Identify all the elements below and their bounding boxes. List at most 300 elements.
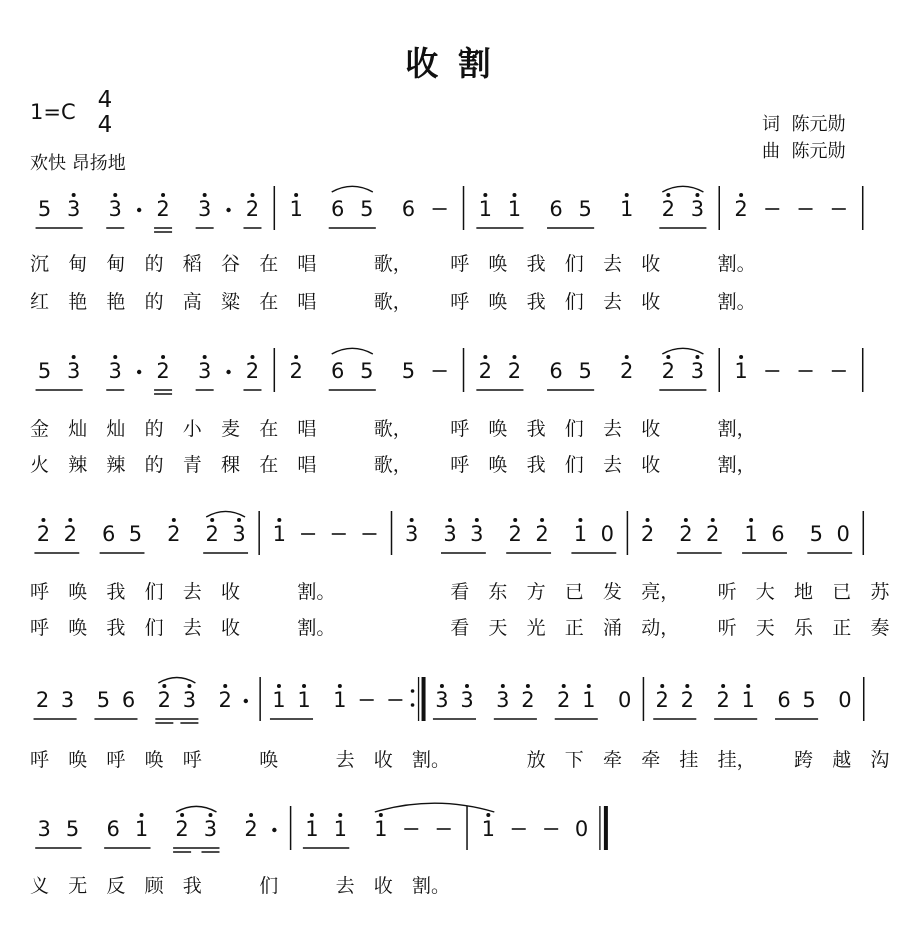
lyric-char: 反	[106, 875, 126, 897]
note-digit: 1	[734, 359, 748, 383]
note-digit: 3	[470, 522, 484, 546]
lyric-char: 沉	[30, 253, 50, 275]
lyric-char: 牵	[641, 749, 661, 771]
lyric-char: 苏	[870, 581, 890, 603]
song-title: 收 割	[405, 44, 495, 83]
lyric-char: 稞	[221, 454, 241, 476]
lyric-char: 的	[144, 454, 164, 476]
lyric-char: 灿	[68, 418, 88, 440]
note-digit: 5	[578, 197, 592, 221]
octave-dot	[294, 193, 298, 197]
note-digit: 5	[96, 688, 111, 712]
lyric-char: 唱	[297, 291, 317, 313]
note-digit: 1	[374, 817, 388, 841]
octave-dot	[237, 518, 241, 522]
octave-dot	[210, 518, 214, 522]
note-digit: 3	[232, 522, 246, 546]
repeat-dot	[411, 689, 415, 693]
lyric-char: 收	[373, 749, 393, 771]
lyric-char: 高	[182, 291, 202, 313]
octave-dot	[483, 355, 487, 359]
lyric-char: 我	[526, 253, 546, 275]
slur-arc	[662, 348, 703, 354]
note-digit: 0	[600, 522, 614, 546]
octave-dot	[448, 518, 452, 522]
lyric-char: 呼	[450, 418, 470, 440]
lyric-char: 割。	[412, 749, 451, 771]
lyric-char: 收	[641, 291, 661, 313]
augmentation-dot	[226, 208, 230, 212]
octave-dot	[310, 813, 314, 817]
slur-arc	[332, 186, 373, 192]
augmentation-dot	[226, 370, 230, 374]
octave-dot	[475, 518, 479, 522]
note-digit: 2	[640, 522, 655, 546]
lyric-char: 乐	[794, 617, 814, 639]
octave-dot	[302, 684, 306, 688]
note-digit: 1	[481, 817, 496, 841]
lyric-char: 的	[144, 253, 164, 275]
lyric-char: 我	[182, 875, 202, 897]
octave-dot	[685, 684, 689, 688]
octave-dot	[512, 193, 516, 197]
octave-dot	[187, 684, 191, 688]
octave-dot	[294, 355, 298, 359]
lyric-char: 辣	[106, 454, 126, 476]
lyric-char: 在	[259, 291, 279, 313]
lyric-char: 正	[564, 617, 584, 639]
lyric-char: 收	[641, 418, 661, 440]
lyric-char: 唱	[297, 454, 317, 476]
lyric-char: 歌，	[373, 253, 412, 275]
octave-dot	[625, 193, 629, 197]
lyric-char: 去	[335, 749, 355, 771]
lyric-char: 唤	[144, 749, 164, 771]
lyric-char: 天	[488, 617, 508, 639]
note-digit: 2	[478, 359, 493, 383]
lyric-char: 收	[641, 454, 661, 476]
octave-dot	[277, 518, 281, 522]
note-digit: 6	[549, 197, 563, 221]
lyric-char: 越	[832, 749, 852, 771]
lyric-char: 地	[794, 581, 814, 603]
lyric-char: 收	[373, 875, 393, 897]
octave-dot	[277, 684, 281, 688]
lyric-char: 割。	[297, 581, 336, 603]
lyric-char: 去	[335, 875, 355, 897]
octave-dot	[695, 193, 699, 197]
lyric-char: 的	[144, 418, 164, 440]
composer-credit: 曲 陈元勋	[762, 141, 846, 162]
octave-dot	[161, 193, 165, 197]
octave-dot	[113, 355, 117, 359]
lyric-char: 唤	[68, 581, 88, 603]
lyric-char: 的	[144, 291, 164, 313]
note-digit: 2	[620, 359, 634, 383]
octave-dot	[68, 518, 72, 522]
note-digit: 1	[573, 522, 588, 546]
lyric-char: 呼	[450, 291, 470, 313]
augmentation-dot	[137, 208, 141, 212]
note-digit: 6	[121, 688, 136, 712]
note-digit: 2	[706, 522, 720, 546]
note-digit: 3	[203, 817, 218, 841]
lyric-char: 呼	[182, 749, 202, 771]
note-digit: 2	[156, 359, 170, 383]
lyric-char: 割。	[717, 291, 756, 313]
note-digit: 3	[404, 522, 419, 546]
lyric-char: 收	[641, 253, 661, 275]
note-digit: 2	[508, 522, 522, 546]
lyric-char: 放	[526, 749, 546, 771]
octave-dot	[249, 813, 253, 817]
octave-dot	[540, 518, 544, 522]
note-digit: 2	[35, 688, 50, 712]
note-digit: 2	[245, 197, 260, 221]
octave-dot	[483, 193, 487, 197]
lyric-char: 听	[717, 581, 737, 603]
note-digit: 3	[37, 817, 51, 841]
note-digit: 1	[741, 688, 755, 712]
lyric-char: 们	[564, 418, 584, 440]
lyric-char: 去	[603, 291, 623, 313]
note-digit: 1	[478, 197, 493, 221]
lyric-char: 挂	[679, 749, 699, 771]
note-digit: 5	[360, 197, 374, 221]
lyric-char: 唤	[68, 617, 88, 639]
note-digit: 6	[777, 688, 791, 712]
note-digit: 2	[655, 688, 669, 712]
octave-dot	[250, 355, 254, 359]
lyric-char: 方	[526, 581, 546, 603]
note-digit: 1	[297, 688, 311, 712]
lyric-char: 下	[564, 749, 584, 771]
note-digit: 6	[771, 522, 785, 546]
lyric-char: 麦	[221, 418, 241, 440]
note-digit: 2	[205, 522, 219, 546]
note-digit: 2	[679, 522, 693, 546]
lyric-char: 我	[526, 454, 546, 476]
lyric-char: 跨	[794, 749, 814, 771]
note-digit: 2	[63, 522, 77, 546]
octave-dot	[486, 813, 490, 817]
octave-dot	[501, 684, 505, 688]
slur-arc	[206, 511, 245, 517]
lyric-char: 亮，	[641, 581, 680, 603]
lyric-char: 我	[526, 291, 546, 313]
octave-dot	[161, 355, 165, 359]
lyric-char: 听	[717, 617, 737, 639]
note-digit: 2	[507, 359, 522, 383]
octave-dot	[526, 684, 530, 688]
slur-arc	[176, 806, 216, 812]
octave-dot	[72, 355, 76, 359]
lyric-char: 唤	[488, 454, 508, 476]
lyric-char: 稻	[182, 253, 202, 275]
octave-dot	[646, 518, 650, 522]
note-digit: 2	[557, 688, 571, 712]
note-digit: 1	[289, 197, 303, 221]
key-signature: 1=C	[30, 100, 76, 124]
lyric-char: 唱	[297, 253, 317, 275]
lyric-char: 我	[526, 418, 546, 440]
lyric-char: 割。	[412, 875, 451, 897]
lyric-char: 唤	[488, 253, 508, 275]
note-digit: 2	[661, 359, 676, 383]
lyric-char: 无	[68, 875, 88, 897]
note-digit: 2	[535, 522, 549, 546]
note-digit: 3	[443, 522, 457, 546]
lyric-char: 天	[755, 617, 775, 639]
lyric-char: 动，	[641, 617, 680, 639]
lyric-char: 发	[603, 581, 623, 603]
note-digit: 2	[157, 688, 172, 712]
note-digit: 6	[331, 197, 345, 221]
octave-dot	[203, 355, 207, 359]
slur-arc	[662, 186, 703, 192]
note-digit: 1	[620, 197, 634, 221]
lyric-char: 牵	[603, 749, 623, 771]
note-digit: 2	[244, 817, 258, 841]
lyric-char: 已	[832, 581, 852, 603]
octave-dot	[250, 193, 254, 197]
lyric-char: 呼	[450, 253, 470, 275]
note-digit: 3	[60, 688, 75, 712]
note-digit: 0	[574, 817, 589, 841]
note-digit: 3	[690, 359, 705, 383]
lyric-char: 艳	[68, 291, 88, 313]
note-digit: 2	[156, 197, 170, 221]
note-digit: 1	[333, 817, 347, 841]
lyric-char: 奏	[870, 617, 890, 639]
lyric-char: 艳	[106, 291, 126, 313]
lyric-char: 呼	[30, 749, 50, 771]
lyric-char: 们	[259, 875, 279, 897]
octave-dot	[711, 518, 715, 522]
lyric-char: 正	[832, 617, 852, 639]
lyric-char: 谷	[221, 253, 241, 275]
octave-dot	[746, 684, 750, 688]
lyric-char: 歌，	[373, 418, 412, 440]
slur-arc	[375, 803, 494, 812]
lyric-char: 割。	[717, 253, 756, 275]
lyric-char: 歌，	[373, 454, 412, 476]
augmentation-dot	[137, 370, 141, 374]
note-digit: 5	[809, 522, 823, 546]
lyric-char: 们	[144, 581, 164, 603]
lyric-char: 割，	[717, 418, 756, 440]
note-digit: 3	[66, 359, 81, 383]
time-signature-bottom: 4	[97, 112, 113, 138]
note-digit: 1	[305, 817, 319, 841]
note-digit: 3	[496, 688, 510, 712]
octave-dot	[140, 813, 144, 817]
note-digit: 0	[617, 688, 632, 712]
octave-dot	[513, 518, 517, 522]
lyricist-credit: 词 陈元勋	[762, 114, 846, 135]
note-digit: 2	[218, 688, 232, 712]
note-digit: 1	[272, 688, 286, 712]
note-digit: 5	[360, 359, 374, 383]
lyric-char: 歌，	[373, 291, 412, 313]
lyric-char: 甸	[106, 253, 126, 275]
note-digit: 6	[549, 359, 563, 383]
lyric-char: 粱	[221, 291, 241, 313]
note-digit: 3	[197, 197, 212, 221]
note-digit: 5	[802, 688, 816, 712]
note-digit: 3	[66, 197, 81, 221]
note-digit: 0	[838, 688, 852, 712]
octave-dot	[465, 684, 469, 688]
note-digit: 6	[106, 817, 120, 841]
octave-dot	[512, 355, 516, 359]
lyric-char: 割。	[297, 617, 336, 639]
lyric-char: 们	[564, 291, 584, 313]
lyric-char: 们	[564, 253, 584, 275]
octave-dot	[684, 518, 688, 522]
note-digit: 1	[582, 688, 596, 712]
octave-dot	[578, 518, 582, 522]
lyric-char: 甸	[68, 253, 88, 275]
lyric-char: 义	[30, 875, 50, 897]
lyric-char: 唤	[488, 291, 508, 313]
note-digit: 0	[836, 522, 850, 546]
lyric-char: 去	[603, 418, 623, 440]
lyric-char: 唤	[488, 418, 508, 440]
lyric-char: 唤	[68, 749, 88, 771]
octave-dot	[666, 355, 670, 359]
lyric-char: 辣	[68, 454, 88, 476]
lyric-char: 已	[564, 581, 584, 603]
note-digit: 2	[521, 688, 535, 712]
lyric-char: 收	[221, 581, 241, 603]
note-digit: 3	[182, 688, 197, 712]
note-digit: 2	[734, 197, 748, 221]
octave-dot	[587, 684, 591, 688]
note-digit: 2	[167, 522, 181, 546]
octave-dot	[72, 193, 76, 197]
note-digit: 5	[128, 522, 143, 546]
note-digit: 5	[37, 359, 52, 383]
lyric-char: 光	[526, 617, 546, 639]
lyric-char: 们	[144, 617, 164, 639]
note-digit: 3	[460, 688, 474, 712]
lyric-char: 们	[564, 454, 584, 476]
octave-dot	[440, 684, 444, 688]
lyric-char: 挂，	[717, 749, 756, 771]
note-digit: 3	[108, 197, 122, 221]
octave-dot	[562, 684, 566, 688]
note-digit: 3	[690, 197, 705, 221]
lyric-char: 涌	[603, 617, 623, 639]
octave-dot	[208, 813, 212, 817]
octave-dot	[695, 355, 699, 359]
tempo-marking: 欢快 昂扬地	[30, 153, 126, 174]
note-digit: 2	[245, 359, 260, 383]
lyric-char: 去	[603, 253, 623, 275]
note-digit: 2	[289, 359, 303, 383]
note-digit: 1	[507, 197, 522, 221]
lyric-char: 我	[106, 581, 126, 603]
lyric-char: 去	[603, 454, 623, 476]
octave-dot	[338, 684, 342, 688]
lyric-char: 收	[221, 617, 241, 639]
lyric-char: 呼	[30, 617, 50, 639]
note-digit: 2	[661, 197, 676, 221]
note-digit: 3	[108, 359, 122, 383]
note-digit: 6	[101, 522, 116, 546]
octave-dot	[223, 684, 227, 688]
note-digit: 3	[197, 359, 212, 383]
lyric-char: 呼	[30, 581, 50, 603]
octave-dot	[41, 518, 45, 522]
octave-dot	[749, 518, 753, 522]
note-digit: 1	[272, 522, 287, 546]
lyric-char: 看	[450, 617, 470, 639]
note-digit: 5	[37, 197, 52, 221]
augmentation-dot	[244, 699, 248, 703]
lyric-char: 呼	[450, 454, 470, 476]
lyric-char: 在	[259, 454, 279, 476]
note-digit: 5	[578, 359, 592, 383]
slur-arc	[158, 678, 195, 683]
lyric-char: 去	[182, 581, 202, 603]
repeat-dot	[411, 703, 415, 707]
slur-arc	[332, 348, 373, 354]
augmentation-dot	[272, 828, 276, 832]
lyric-char: 我	[106, 617, 126, 639]
note-digit: 2	[680, 688, 695, 712]
lyric-char: 火	[30, 454, 50, 476]
lyric-char: 顾	[144, 875, 164, 897]
octave-dot	[162, 684, 166, 688]
note-digit: 1	[744, 522, 758, 546]
octave-dot	[338, 813, 342, 817]
octave-dot	[379, 813, 383, 817]
lyric-char: 东	[488, 581, 508, 603]
lyric-char: 大	[755, 581, 775, 603]
octave-dot	[410, 518, 414, 522]
lyric-char: 割，	[717, 454, 756, 476]
octave-dot	[203, 193, 207, 197]
lyric-char: 唤	[259, 749, 279, 771]
lyric-char: 看	[450, 581, 470, 603]
lyric-char: 在	[259, 253, 279, 275]
lyric-char: 沟	[870, 749, 890, 771]
octave-dot	[113, 193, 117, 197]
note-digit: 2	[36, 522, 51, 546]
note-digit: 2	[716, 688, 730, 712]
lyric-char: 金	[30, 418, 50, 440]
lyric-char: 唱	[297, 418, 317, 440]
lyric-char: 去	[182, 617, 202, 639]
lyric-char: 在	[259, 418, 279, 440]
lyric-char: 灿	[106, 418, 126, 440]
note-digit: 1	[134, 817, 149, 841]
octave-dot	[625, 355, 629, 359]
octave-dot	[739, 193, 743, 197]
lyric-char: 小	[182, 418, 202, 440]
note-digit: 3	[435, 688, 449, 712]
note-digit: 5	[65, 817, 80, 841]
lyric-char: 青	[182, 454, 202, 476]
time-signature-top: 4	[97, 87, 113, 113]
lyric-char: 呼	[106, 749, 126, 771]
note-digit: 2	[175, 817, 189, 841]
lyric-char: 红	[30, 291, 50, 313]
note-digit: 6	[331, 359, 345, 383]
octave-dot	[721, 684, 725, 688]
